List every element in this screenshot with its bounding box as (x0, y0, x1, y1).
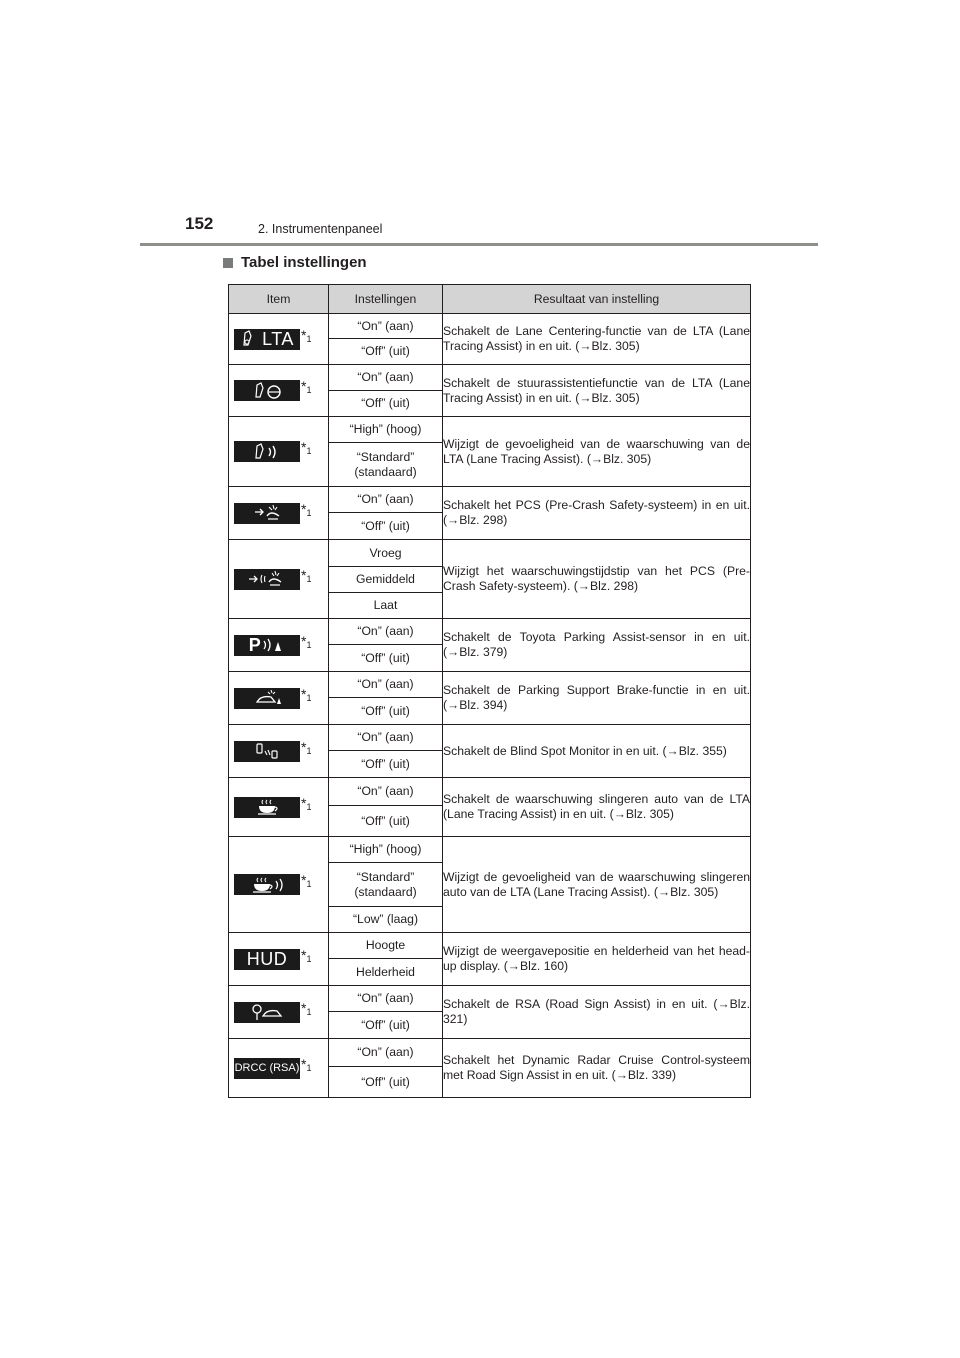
hud-icon-label: HUD (246, 948, 288, 969)
setting-option: Vroeg (329, 540, 443, 567)
column-header-settings: Instellingen (329, 285, 443, 314)
footnote-mark: $*_1$ (301, 566, 312, 584)
setting-option: “Off” (uit) (329, 645, 443, 672)
item-cell (229, 417, 329, 487)
setting-option: “On” (aan) (329, 1039, 443, 1067)
footnote-mark: $*_1$ (301, 1055, 312, 1073)
parking-assist-icon (234, 635, 300, 656)
road-sign-assist-icon (234, 1002, 300, 1023)
parking-brake-icon (234, 688, 300, 709)
result-cell: Wijzigt de weergavepositie en helderheid van het head-up display. (→Blz. 160) (443, 933, 751, 986)
sway-warning-icon (234, 797, 300, 818)
setting-option: Gemiddeld (329, 567, 443, 593)
item-cell (229, 837, 329, 933)
lta-sensitivity-icon (234, 441, 300, 462)
footnote-mark: $*_1$ (301, 378, 312, 395)
result-cell: Schakelt de Lane Centering-functie van de LTA (Lane Tracing Assist) in en uit. (→Blz. 305) (443, 314, 751, 365)
footnote-mark: $*_1$ (301, 500, 312, 518)
item-cell (229, 933, 329, 986)
table-row (229, 314, 751, 339)
setting-option: Helderheid (329, 959, 443, 986)
pcs-icon (234, 503, 300, 524)
pcs-timing-icon (234, 569, 300, 590)
setting-option: “On” (aan) (329, 725, 443, 751)
column-header-result: Resultaat van instelling (443, 285, 751, 314)
table-row (229, 365, 751, 391)
result-cell: Schakelt het Dynamic Radar Cruise Control-systeem met Road Sign Assist in en uit. (→Blz. 339) (443, 1039, 751, 1098)
table-row (229, 619, 751, 645)
footnote-mark: $*_1$ (301, 872, 312, 889)
setting-option: “Standard” (standaard) (329, 443, 443, 487)
setting-option: “High” (hoog) (329, 417, 443, 443)
page-number: 152 (185, 214, 214, 233)
table-row (229, 837, 751, 863)
setting-option: “On” (aan) (329, 986, 443, 1012)
footnote-mark: $*_1$ (301, 794, 312, 812)
setting-option: “Off” (uit) (329, 1012, 443, 1039)
setting-option: “On” (aan) (329, 672, 443, 698)
steering-assist-icon (234, 380, 300, 401)
setting-option: “Off” (uit) (329, 751, 443, 778)
result-cell: Schakelt de Blind Spot Monitor in en uit. (→Blz. 355) (443, 725, 751, 778)
item-cell (229, 365, 329, 417)
result-cell: Wijzigt de gevoeligheid van de waarschuwing van de LTA (Lane Tracing Assist). (→Blz. 305) (443, 417, 751, 487)
result-cell: Schakelt de waarschuwing slingeren auto van de LTA (Lane Tracing Assist) in en uit. (→Blz. 305) (443, 778, 751, 837)
item-cell (229, 314, 329, 365)
sway-sensitivity-icon (234, 874, 300, 895)
setting-option: “On” (aan) (329, 365, 443, 391)
section-title (223, 254, 367, 271)
table-row (229, 725, 751, 751)
table-row (229, 933, 751, 959)
table-row (229, 487, 751, 513)
result-cell: Schakelt de Parking Support Brake-functie in en uit. (→Blz. 394) (443, 672, 751, 725)
setting-option: Laat (329, 593, 443, 619)
table-row (229, 417, 751, 443)
steering-hand-icon (240, 330, 258, 348)
setting-option: Hoogte (329, 933, 443, 959)
parking-icon-label: P (248, 634, 262, 655)
item-cell (229, 778, 329, 837)
setting-option: “On” (aan) (329, 487, 443, 513)
setting-option: “Off” (uit) (329, 698, 443, 725)
footnote-mark: $*_1$ (301, 685, 312, 703)
chapter-title: 2. Instrumentenpaneel (258, 222, 383, 236)
table-row (229, 1039, 751, 1067)
drcc-icon-label: DRCC (RSA) (234, 1061, 300, 1074)
lta-icon-label: LTA (262, 328, 294, 349)
setting-option: “On” (aan) (329, 314, 443, 339)
item-cell (229, 540, 329, 619)
footnote-mark: $*_1$ (301, 738, 312, 756)
setting-option: “Off” (uit) (329, 806, 443, 837)
table-header-row (229, 285, 751, 314)
column-header-item: Item (229, 285, 329, 314)
setting-option: “Off” (uit) (329, 339, 443, 365)
drcc-rsa-icon (234, 1058, 300, 1079)
setting-option: “On” (aan) (329, 619, 443, 645)
section-bullet (223, 258, 233, 268)
result-cell: Wijzigt de gevoeligheid van de waarschuwing slingeren auto van de LTA (Lane Tracing Assist). (→Blz. 305) (443, 837, 751, 933)
setting-option: “Off” (uit) (329, 1067, 443, 1098)
table-row (229, 778, 751, 806)
setting-option: “Low” (laag) (329, 907, 443, 933)
table-row (229, 540, 751, 567)
setting-option: “On” (aan) (329, 778, 443, 806)
item-cell (229, 1039, 329, 1098)
section-title-text: Tabel instellingen (241, 254, 367, 271)
hud-icon (234, 949, 300, 970)
header-rule (140, 243, 818, 246)
footnote-mark: $*_1$ (301, 439, 312, 456)
item-cell (229, 672, 329, 725)
table-row (229, 986, 751, 1012)
result-cell: Schakelt de Toyota Parking Assist-sensor in en uit. (→Blz. 379) (443, 619, 751, 672)
blind-spot-icon (234, 741, 300, 762)
footnote-mark: $*_1$ (301, 946, 312, 964)
result-cell: Schakelt de stuurassistentiefunctie van de LTA (Lane Tracing Assist) in en uit. (→Blz. 305) (443, 365, 751, 417)
setting-option: “Standard” (standaard) (329, 863, 443, 907)
table-row (229, 672, 751, 698)
result-cell: Wijzigt het waarschuwingstijdstip van het PCS (Pre-Crash Safety-systeem). (→Blz. 298) (443, 540, 751, 619)
setting-option: “Off” (uit) (329, 513, 443, 540)
footnote-mark: $*_1$ (301, 999, 312, 1017)
result-cell: Schakelt de RSA (Road Sign Assist) in en uit. (→Blz. 321) (443, 986, 751, 1039)
sensor-waves-icon (261, 636, 285, 654)
result-cell: Schakelt het PCS (Pre-Crash Safety-systeem) in en uit. (→Blz. 298) (443, 487, 751, 540)
item-cell (229, 986, 329, 1039)
item-cell (229, 619, 329, 672)
lta-icon (234, 329, 300, 350)
setting-option: “Off” (uit) (329, 391, 443, 417)
footnote-mark: $*_1$ (301, 326, 312, 344)
settings-table (228, 284, 751, 1098)
item-cell (229, 725, 329, 778)
setting-option: “High” (hoog) (329, 837, 443, 863)
footnote-mark: $*_1$ (301, 632, 312, 650)
item-cell (229, 487, 329, 540)
